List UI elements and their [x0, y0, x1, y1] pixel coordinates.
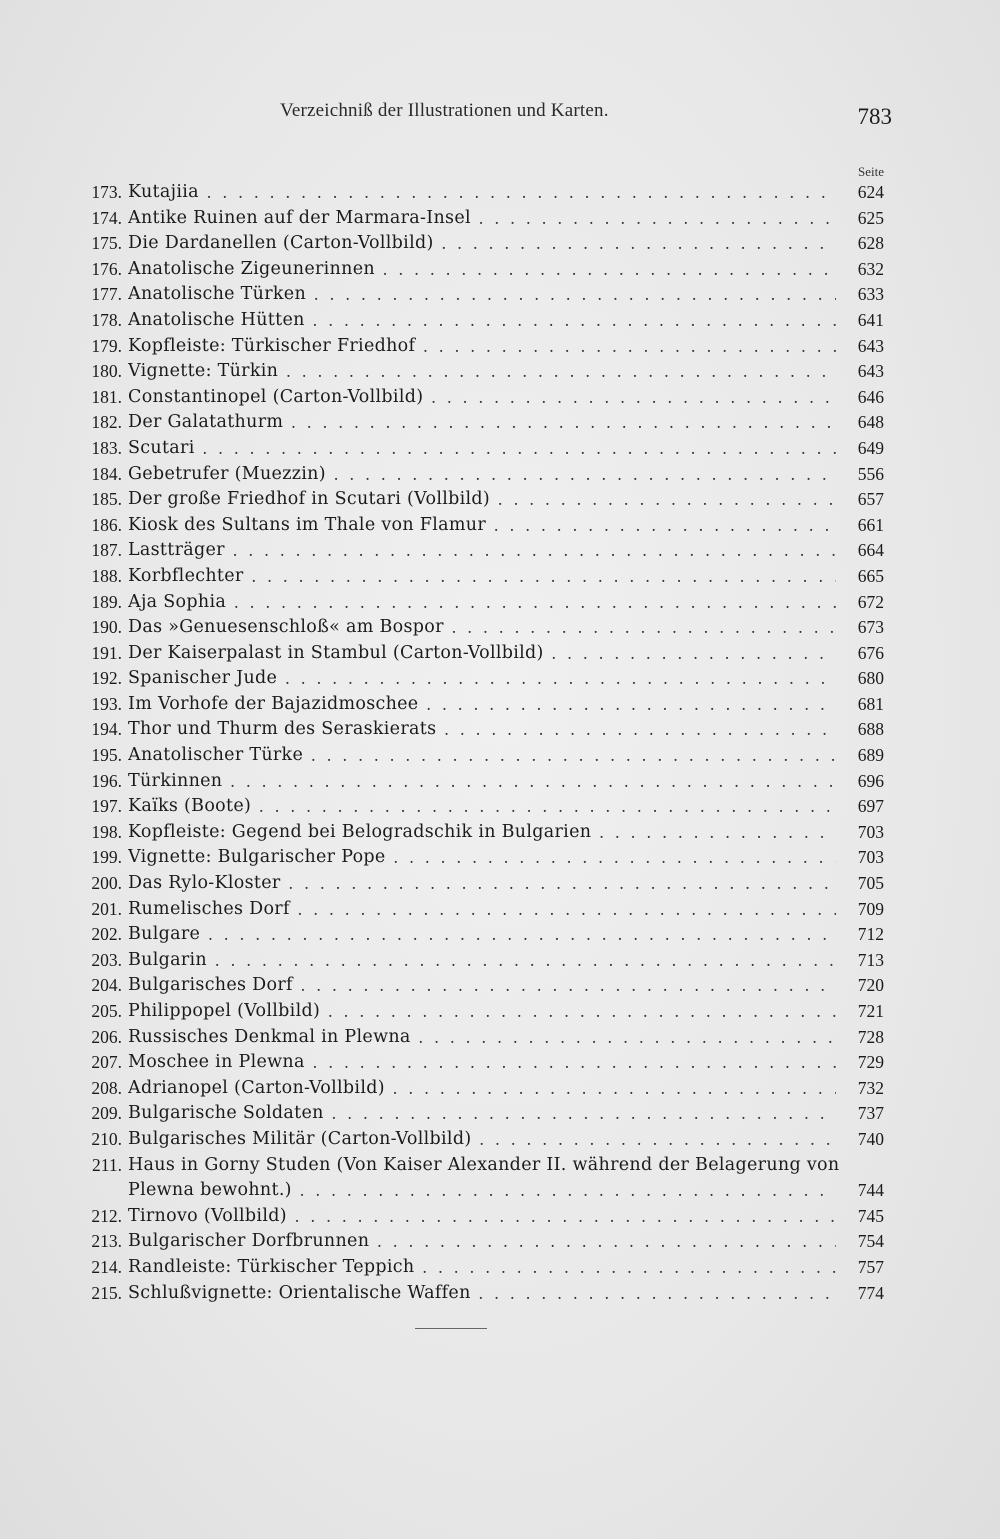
entry-page: 709 — [857, 898, 884, 919]
entry-title: Anatolische Türken — [128, 284, 307, 305]
entry-title: Bulgarisches Militär (Carton-Vollbild) — [128, 1128, 472, 1149]
list-item — [68, 973, 884, 999]
list-item — [68, 641, 884, 667]
leader-dots — [442, 231, 836, 257]
entry-title: Das Rylo-Kloster — [128, 873, 281, 894]
leader-dots — [394, 845, 836, 871]
entry-page: 628 — [857, 233, 884, 254]
entry-number: 184. — [91, 463, 122, 484]
leader-dots — [383, 257, 836, 283]
leader-dots — [298, 897, 836, 923]
entry-page: 721 — [857, 1001, 884, 1021]
entry-title: Anatolische Hütten — [128, 309, 305, 330]
entry-title: Lastträger — [128, 540, 225, 561]
entry-title: Der Kaiserpalast in Stambul (Carton-Vollbild) — [128, 642, 544, 663]
entry-title: Tirnovo (Vollbild) — [128, 1205, 287, 1226]
entry-title: Die Dardanellen (Carton-Vollbild) — [128, 233, 434, 254]
entry-page: 657 — [857, 489, 884, 510]
page-column-label: Seite — [858, 164, 884, 179]
entry-title: Randleiste: Türkischer Teppich — [128, 1256, 415, 1277]
leader-dots — [552, 641, 836, 667]
leader-dots — [419, 1025, 836, 1051]
entry-number: 212. — [91, 1205, 122, 1226]
entry-title: Gebetrufer (Muezzin) — [128, 463, 326, 484]
leader-dots — [289, 871, 836, 897]
leader-dots — [285, 666, 836, 692]
entry-number: 179. — [91, 335, 122, 356]
entry-number: 174. — [91, 207, 122, 228]
list-item — [68, 1050, 884, 1076]
entry-page: 713 — [857, 949, 884, 970]
entry-number: 188. — [91, 565, 122, 586]
entry-title: Rumelisches Dorf — [128, 898, 290, 919]
leader-dots — [393, 1076, 836, 1102]
leader-dots — [286, 359, 836, 385]
entry-page: 732 — [857, 1077, 884, 1098]
entry-title: Moschee in Plewna — [128, 1052, 305, 1073]
entry-page: 633 — [857, 284, 884, 305]
entry-number: 195. — [91, 745, 122, 766]
entry-title: Bulgare — [128, 924, 201, 945]
leader-dots — [426, 692, 836, 718]
entry-number: 177. — [91, 284, 122, 305]
leader-dots — [313, 1050, 836, 1076]
list-item — [68, 410, 884, 436]
list-item — [68, 538, 884, 564]
entry-number: 211. — [92, 1154, 122, 1175]
entry-title: Aja Sophia — [128, 591, 227, 612]
list-item — [68, 615, 884, 641]
leader-dots — [301, 973, 836, 999]
list-item — [68, 1076, 884, 1102]
leader-dots — [215, 948, 836, 974]
entry-title: Bulgarische Soldaten — [128, 1103, 324, 1124]
entry-title: Anatolischer Türke — [128, 745, 304, 766]
entry-page: 744 — [857, 1180, 884, 1201]
leader-dots — [328, 999, 836, 1025]
entry-page: 737 — [857, 1103, 884, 1124]
entry-page: 641 — [857, 309, 884, 330]
entry-title: Haus in Gorny Studen (Von Kaiser Alexander II. während der Belagerung von — [128, 1154, 840, 1175]
entry-page: 646 — [857, 386, 884, 407]
entry-number: 191. — [91, 642, 122, 663]
entry-title: Thor und Thurm des Seraskierats — [128, 719, 437, 740]
list-item — [68, 871, 884, 897]
list-item — [68, 436, 884, 462]
entry-page: 740 — [857, 1128, 884, 1149]
leader-dots — [234, 590, 836, 616]
list-item — [68, 462, 884, 488]
leader-dots — [423, 334, 836, 360]
entry-title: Antike Ruinen auf der Marmara-Insel — [128, 207, 471, 228]
list-item — [68, 359, 884, 385]
leader-dots — [334, 462, 836, 488]
entry-title: Korbflechter — [128, 565, 244, 586]
running-title: Verzeichniß der Illustrationen und Karten. — [280, 100, 609, 121]
entry-page: 643 — [857, 361, 884, 382]
entry-number: 182. — [91, 412, 122, 433]
illustration-list — [68, 180, 884, 1306]
list-item — [68, 1025, 884, 1051]
entry-title: Kiosk des Sultans im Thale von Flamur — [128, 514, 486, 535]
entry-page: 712 — [857, 924, 884, 945]
entry-number: 190. — [91, 617, 122, 638]
entry-number: 196. — [91, 770, 122, 791]
entry-number: 186. — [91, 514, 122, 535]
list-item — [68, 231, 884, 257]
entry-page: 729 — [857, 1052, 884, 1073]
entry-page: 703 — [857, 847, 884, 868]
leader-dots — [332, 1101, 836, 1127]
leader-dots — [431, 385, 836, 411]
list-item — [68, 794, 884, 820]
entry-page: 688 — [857, 719, 884, 740]
list-item — [68, 513, 884, 539]
closing-rule — [415, 1328, 487, 1329]
list-item — [68, 1204, 884, 1230]
list-item — [68, 897, 884, 923]
list-item — [68, 206, 884, 232]
entry-title: Adrianopel (Carton-Vollbild) — [128, 1077, 385, 1098]
leader-dots — [207, 180, 836, 206]
entry-number: 181. — [91, 386, 122, 407]
entry-number: 205. — [91, 1001, 122, 1021]
entry-page: 625 — [857, 207, 884, 228]
entry-page: 556 — [857, 463, 884, 484]
entry-page: 754 — [857, 1231, 884, 1252]
entry-title: Das »Genuesenschloß« am Bospor — [128, 617, 444, 638]
list-item — [68, 487, 884, 513]
leader-dots — [494, 513, 836, 539]
entry-number: 199. — [91, 847, 122, 868]
list-item — [68, 769, 884, 795]
leader-dots — [599, 820, 836, 846]
list-item — [68, 564, 884, 590]
entry-number: 204. — [91, 975, 122, 996]
list-item — [68, 282, 884, 308]
entry-page: 664 — [857, 540, 884, 561]
entry-title: Türkinnen — [128, 770, 223, 791]
entry-number: 185. — [91, 489, 122, 510]
list-item — [68, 820, 884, 846]
entry-number: 214. — [91, 1256, 122, 1277]
entry-number: 209. — [91, 1103, 122, 1124]
leader-dots — [208, 922, 836, 948]
entry-number: 178. — [91, 309, 122, 330]
entry-page: 680 — [857, 668, 884, 689]
entry-title: Philippopel (Vollbild) — [128, 1001, 321, 1021]
entry-number: 206. — [91, 1026, 122, 1047]
entry-title: Russisches Denkmal in Plewna — [128, 1026, 411, 1047]
list-item — [68, 692, 884, 718]
list-item — [68, 1127, 884, 1153]
leader-dots — [313, 308, 836, 334]
list-item — [68, 590, 884, 616]
list-item — [68, 308, 884, 334]
entry-page: 728 — [857, 1026, 884, 1047]
entry-page: 681 — [857, 693, 884, 714]
entry-number: 192. — [91, 668, 122, 689]
page-number: 783 — [857, 104, 892, 129]
entry-title: Vignette: Bulgarischer Pope — [128, 847, 386, 868]
entry-page: 705 — [857, 873, 884, 894]
entry-title-continued: Plewna bewohnt.) — [128, 1180, 292, 1201]
leader-dots — [498, 487, 836, 513]
list-item — [68, 743, 884, 769]
list-item — [68, 1281, 884, 1307]
entry-number: 187. — [91, 540, 122, 561]
entry-number: 201. — [91, 898, 122, 919]
list-item — [68, 334, 884, 360]
entry-page: 703 — [857, 821, 884, 842]
entry-number: 198. — [91, 821, 122, 842]
entry-title: Bulgarin — [128, 949, 207, 970]
list-item — [68, 1153, 884, 1204]
leader-dots — [422, 1255, 836, 1281]
entry-number: 210. — [91, 1128, 122, 1149]
entry-title: Kopfleiste: Gegend bei Belogradschik in Bulgarien — [128, 821, 592, 842]
entry-page: 745 — [857, 1205, 884, 1226]
leader-dots — [311, 743, 836, 769]
entry-number: 213. — [91, 1231, 122, 1252]
list-item — [68, 180, 884, 206]
entry-number: 207. — [91, 1052, 122, 1073]
leader-dots — [479, 1281, 836, 1307]
entry-page: 720 — [857, 975, 884, 996]
list-item — [68, 948, 884, 974]
leader-dots — [203, 436, 836, 462]
entry-page: 774 — [857, 1282, 884, 1303]
leader-dots — [233, 538, 836, 564]
list-item — [68, 845, 884, 871]
entry-page: 672 — [857, 591, 884, 612]
entry-page: 757 — [857, 1256, 884, 1277]
entry-number: 200. — [91, 873, 122, 894]
entry-title: Kaïks (Boote) — [128, 796, 252, 817]
entry-page: 665 — [857, 565, 884, 586]
entry-title: Constantinopel (Carton-Vollbild) — [128, 386, 424, 407]
list-item — [68, 385, 884, 411]
entry-title: Kutajiia — [128, 182, 199, 202]
leader-dots — [252, 564, 836, 590]
entry-number: 180. — [91, 361, 122, 382]
entry-title: Vignette: Türkin — [128, 361, 279, 382]
list-item — [68, 1255, 884, 1281]
list-item — [68, 1229, 884, 1255]
entry-page: 632 — [857, 258, 884, 279]
entry-number: 173. — [91, 182, 122, 202]
entry-title: Scutari — [128, 437, 195, 458]
leader-dots — [295, 1204, 836, 1230]
leader-dots — [444, 717, 836, 743]
leader-dots — [230, 769, 836, 795]
leader-dots — [314, 282, 836, 308]
list-item — [68, 999, 884, 1025]
entry-title: Kopfleiste: Türkischer Friedhof — [128, 335, 416, 356]
list-item — [68, 666, 884, 692]
entry-title: Im Vorhofe der Bajazidmoschee — [128, 693, 419, 714]
entry-number: 197. — [91, 796, 122, 817]
entry-number: 203. — [91, 949, 122, 970]
entry-title: Schlußvignette: Orientalische Waffen — [128, 1282, 471, 1303]
list-item — [68, 922, 884, 948]
entry-title: Spanischer Jude — [128, 668, 278, 689]
entry-title: Der große Friedhof in Scutari (Vollbild) — [128, 489, 491, 510]
entry-title: Anatolische Zigeunerinnen — [128, 258, 375, 279]
entry-title: Bulgarisches Dorf — [128, 975, 293, 996]
leader-dots — [291, 410, 836, 436]
leader-dots — [479, 206, 836, 232]
entry-number: 193. — [91, 693, 122, 714]
leader-dots — [377, 1229, 836, 1255]
entry-page: 648 — [857, 412, 884, 433]
leader-dots — [479, 1127, 836, 1153]
entry-title: Der Galatathurm — [128, 412, 284, 433]
entry-page: 661 — [857, 514, 884, 535]
leader-dots — [259, 794, 836, 820]
list-item — [68, 257, 884, 283]
entry-number: 189. — [91, 591, 122, 612]
entry-number: 202. — [91, 924, 122, 945]
entry-page: 643 — [857, 335, 884, 356]
leader-dots — [300, 1178, 836, 1204]
entry-page: 649 — [857, 437, 884, 458]
entry-number: 176. — [91, 258, 122, 279]
entry-page: 624 — [857, 182, 884, 202]
entry-number: 215. — [91, 1282, 122, 1303]
list-item — [68, 717, 884, 743]
entry-number: 194. — [91, 719, 122, 740]
entry-page: 697 — [857, 796, 884, 817]
leader-dots — [452, 615, 836, 641]
list-item — [68, 1101, 884, 1127]
entry-number: 175. — [91, 233, 122, 254]
entry-number: 208. — [91, 1077, 122, 1098]
entry-page: 696 — [857, 770, 884, 791]
entry-page: 676 — [857, 642, 884, 663]
entry-page: 689 — [857, 745, 884, 766]
entry-page: 673 — [857, 617, 884, 638]
entry-title: Bulgarischer Dorfbrunnen — [128, 1231, 370, 1252]
entry-number: 183. — [91, 437, 122, 458]
